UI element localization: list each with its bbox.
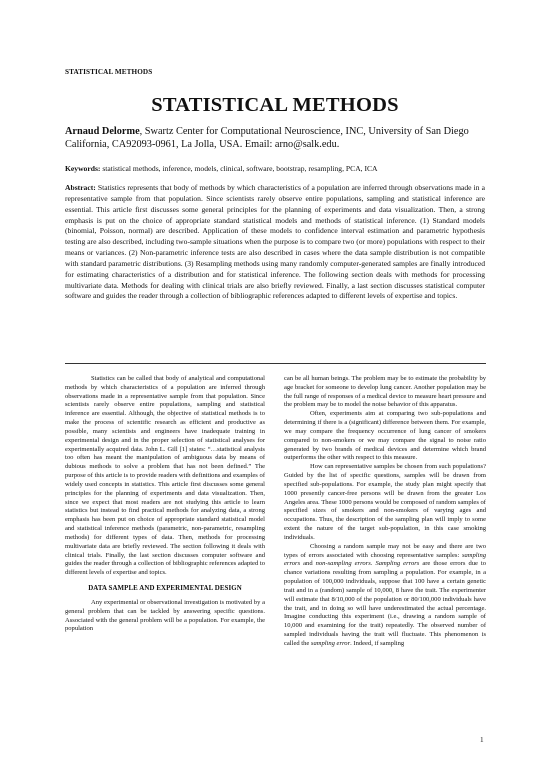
body-paragraph: Statistics can be called that body of analytical and computational methods by which characteristics of a population are inferred through observations made in a representative sample from that population. Since scientists rarely observe entire populations, sampling and statistical inference are essential. Although, the objective of statistical methods is to make the process of scientific research as efficient and productive as possible, many scientists and engineers have inadequate training in experimental design and in the proper selection of statistical analyses for experimentally acquired data. John L. Gill [1] states: “…statistical analysis too often has meant the manipulation of ambiguous data by means of dubious methods to solve a problem that has not been defined.” The purpose of this article is to provide readers with definitions and examples of widely used concepts in statistics. This article first discusses some general principles for the planning of experiments and data visualization. Then, since we expect that most readers are not studying this article to learn statistics but instead to find practical methods for analyzing data, a strong emphasis has been put on choice of appropriate standard statistical model and statistical inference methods (parametric, non-parametric, resampling methods) for different types of data. Then, methods for processing multivariate data are briefly reviewed. The section following it deals with clinical trials. Finally, the last section discusses computer software and guides the reader through a collection of bibliographic references adapted to different levels of expertise and topics. bbox=[65, 375, 265, 577]
author-affiliation bbox=[65, 125, 485, 151]
keywords bbox=[65, 164, 485, 173]
page-number: 1 bbox=[480, 736, 484, 744]
divider-rule bbox=[65, 363, 486, 364]
keywords-text: statistical methods, inference, models, clinical, software, bootstrap, resampling, PCA, ICA bbox=[100, 164, 378, 173]
italic-term: non-sampling errors bbox=[315, 560, 371, 568]
body-paragraph: Any experimental or observational investigation is motivated by a general problem that can be tackled by answering specific questions. Associated with the general problem will be a population. For example, the population bbox=[65, 598, 265, 633]
text-run: . bbox=[370, 560, 376, 568]
section-heading: DATA SAMPLE AND EXPERIMENTAL DESIGN bbox=[88, 585, 242, 593]
abstract bbox=[65, 183, 485, 302]
affiliation-text: , Swartz Center for Computational Neuroscience, INC, University of San Diego California, CA92093-0961, La Jolla, USA. Email: arno@salk.edu. bbox=[65, 126, 469, 151]
body-paragraph: How can representative samples be chosen from such populations? Guided by the list of specific questions, samples will be drawn from specified sub-populations. For example, the study plan might specify that 1000 presently cancer-free persons will be drawn from the greater Los Angeles area. These 1000 persons would be composed of random samples of specified sizes of smokers and non-smokers of varying ages and occupations. Thus, the description of the sampling plan will imply to some extent the nature of the target sub-population, in this case smoking individuals. bbox=[284, 463, 486, 541]
right-column bbox=[284, 375, 486, 649]
italic-term: sampling error bbox=[310, 639, 351, 647]
italic-term: sampling errors bbox=[284, 551, 486, 568]
paper-title: STATISTICAL METHODS bbox=[151, 94, 399, 116]
abstract-text: Statistics represents that body of methods by which characteristics of a population are inferred through observations made in a representative sample from that population. Since scientists rarely observe entire populations, sampling and statistical inference are essential. This article first discusses some general principles for the planning of experiments and data visualization. Then, a strong emphasis is put on the choice of appropriate standard statistical models and methods of statistical inference. (1) Standard models (binomial, Poisson, normal) are described. Application of these models to confidence interval estimation and parametric hypothesis testing are also described, including two-sample situations when the purpose is to compare two (or more) populations with respect to their means or variances. (2) Non-parametric inference tests are also described in cases where the data sample distribution is not compatible with standard parametric distributions. (3) Resampling methods using many randomly computer-generated samples are finally introduced for estimating characteristics of a distribution and for statistical inference. The following section deals with methods for processing multivariate data. Methods for dealing with clinical trials are also briefly reviewed. Finally, a last section discusses statistical computer software and guides the reader through a collection of bibliographic references adapted to different levels of expertise and topics. bbox=[65, 183, 485, 301]
keywords-label: Keywords: bbox=[65, 164, 101, 173]
author-name: Arnaud Delorme bbox=[65, 126, 140, 137]
text-run: Choosing a random sample may not be easy and there are two types of errors associated with choosing representative samples: bbox=[284, 542, 486, 559]
running-header: STATISTICAL METHODS bbox=[65, 68, 153, 76]
left-column bbox=[65, 375, 265, 634]
abstract-label: Abstract: bbox=[65, 183, 96, 192]
body-paragraph: can be all human beings. The problem may be to estimate the probability by age bracket for someone to develop lung cancer. Another population may be the full range of responses of a medical device to measure heart pressure and the problem may be to model the noise behavior of this apparatus. bbox=[284, 375, 486, 409]
text-run: and bbox=[300, 560, 316, 568]
text-run: . Indeed, if sampling bbox=[350, 639, 405, 647]
text-run: are those errors due to chance variations resulting from sampling a population. For example, in a population of 100,000 individuals, suppose that 100 have a certain genetic trait and in a (random) sample of 10,000, 8 have the trait. The experimenter will estimate that 8/10,000 of the population or 80/100,000 individuals have the trait, and in doing so will have underestimated the actual percentage. Imagine conducting this experiment (i.e., drawing a random sample of 10,000 and examining for the trait) repeatedly. The observed number of sampled individuals having the trait will fluctuate. This phenomenon is called the bbox=[284, 560, 486, 647]
body-paragraph: Often, experiments aim at comparing two sub-populations and determining if there is a (significant) difference between them. For example, we may compare the frequency occurrence of lung cancer of smokers compared to non-smokers or we may compare the signal to noise ratio generated by two brands of medical devices and determine which brand outperforms the other with respect to this measure. bbox=[284, 410, 486, 462]
body-paragraph bbox=[284, 543, 486, 649]
italic-term: Sampling errors bbox=[375, 560, 420, 568]
